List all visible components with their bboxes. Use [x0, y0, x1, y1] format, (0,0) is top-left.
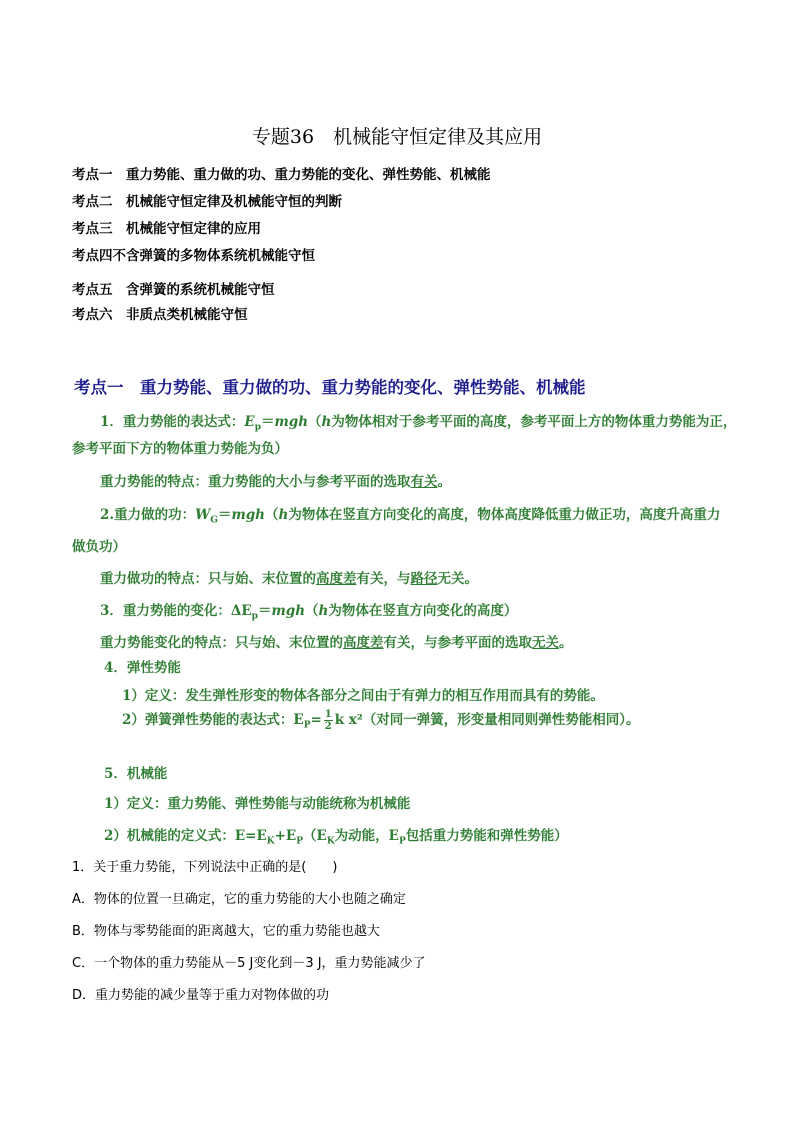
toc-item-6: 考点六 非质点类机械能守恒	[72, 307, 248, 323]
p4-heading: 4．弹性势能	[104, 660, 181, 676]
fraction-half: $\frac{1}{2}$	[324, 709, 332, 732]
p5b: 2）机械能的定义式：$E=E_K+E_P(E_K$为动能，$E_P$包括重力势能和弹性势能）	[104, 828, 568, 847]
p1-line2: 参考平面下方的物体重力势能为负）	[72, 441, 288, 457]
option-d: D．重力势能的减少量等于重力对物体做的功	[72, 988, 330, 1003]
toc-item-2: 考点二 机械能守恒定律及机械能守恒的判断	[72, 194, 342, 210]
p5a: 1）定义：重力势能、弹性势能与动能统称为机械能	[104, 796, 411, 812]
toc-item-4: 考点四不含弹簧的多物体系统机械能守恒	[72, 248, 315, 264]
toc-item-1: 考点一 重力势能、重力做的功、重力势能的变化、弹性势能、机械能	[72, 167, 491, 183]
option-c: C．一个物体的重力势能从－5 J变化到－3 J，重力势能减少了	[72, 956, 426, 971]
toc-item-3: 考点三 机械能守恒定律的应用	[72, 221, 261, 237]
p1-line1: 1．重力势能的表达式：$E_p=mgh(h$为物体相对于参考平面的高度，参考平面上方的物体重力势能为正，	[100, 414, 737, 433]
option-b: B．物体与零势能面的距离越大，它的重力势能也越大	[72, 924, 380, 939]
page-title: 专题36 机械能守恒定律及其应用	[251, 126, 543, 148]
p2b: 重力做功的特点：只与始、末位置的高度差有关，与路径无关。	[100, 571, 478, 587]
toc-item-5: 考点五 含弹簧的系统机械能守恒	[72, 282, 275, 298]
p2-line1: 2.重力做的功：$W_G=mgh(h$为物体在竖直方向变化的高度，物体高度降低重力做正功，高度升高重力	[100, 507, 721, 526]
option-a: A．物体的位置一旦确定，它的重力势能的大小也随之确定	[72, 892, 406, 907]
p4a: 1）定义：发生弹性形变的物体各部分之间由于有弹力的相互作用而具有的势能。	[122, 688, 604, 704]
p1b: 重力势能的特点：重力势能的大小与参考平面的选取有关。	[100, 474, 451, 490]
p3: 3．重力势能的变化：$\Delta E_p=mgh(h$为物体在竖直方向变化的高度）	[100, 603, 518, 622]
p3b: 重力势能变化的特点：只与始、末位置的高度差有关，与参考平面的选取无关。	[100, 635, 573, 651]
p4b: 2）弹簧弹性势能的表达式：$E_P=$ $\frac{1}{2}$ k x²（对同一弹簧，形变量相同则弹性势能相同）。	[122, 709, 640, 732]
question-stem: 1．关于重力势能，下列说法中正确的是( )	[72, 860, 338, 875]
section-heading: 考点一 重力势能、重力做的功、重力势能的变化、弹性势能、机械能	[74, 378, 586, 397]
p5-heading: 5．机械能	[104, 766, 168, 782]
p2-line2: 做负功）	[72, 539, 126, 555]
